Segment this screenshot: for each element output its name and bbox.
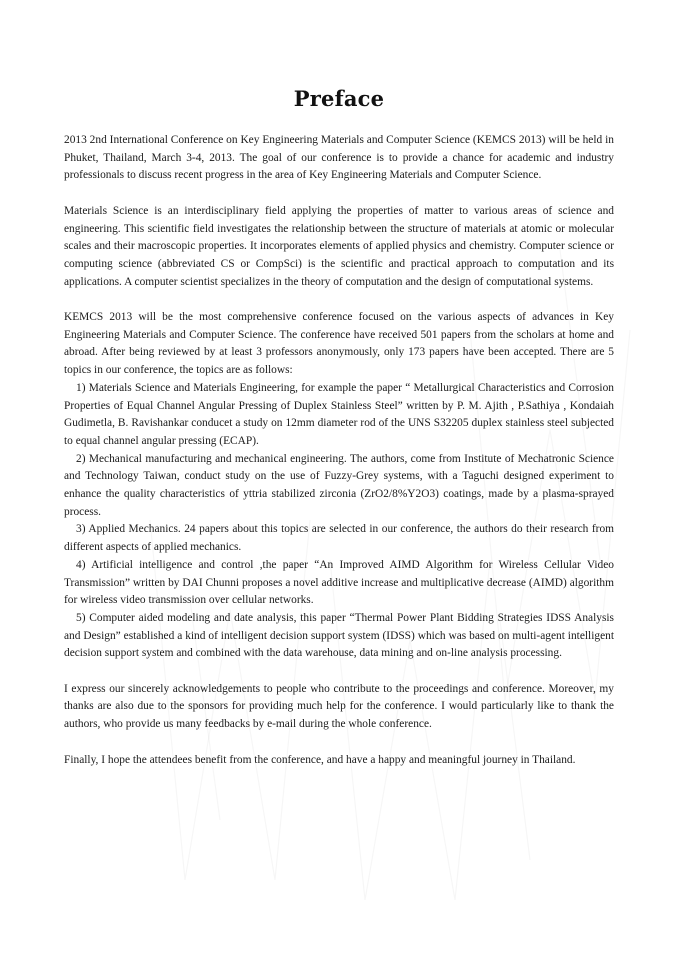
preface-body	[64, 86, 614, 787]
intro-paragraph: 2013 2nd International Conference on Key Engineering Materials and Computer Science (KEMCS 2013) will be held in Phuket, Thailand, March 3-4, 2013. The goal of our conference is to provide a chance for academic and industry professionals to discuss recent progress in the area of Key Engineering Materials and Computer Science.	[64, 134, 614, 182]
materials-science-paragraph: Materials Science is an interdisciplinary field applying the properties of matter to various areas of science and engineering. This scientific field investigates the relationship between the structure of materials at atomic or molecular scales and their macroscopic properties. It incorporates elements of applied physics and chemistry. Computer science or computing science (abbreviated CS or CompSci) is the scientific and practical approach to computation and its applications. A computer scientist specializes in the theory of computation and the design of computational systems.	[64, 204, 614, 288]
topic-item-2: 2) Mechanical manufacturing and mechanical engineering. The authors, come from Institute of Mechatronic Science and Technology Taiwan, conduct study on the use of Fuzzy-Grey systems, with a Taguchi designed experiment to enhance the quality characteristics of yttria stabilized zirconia (ZrO2/8%Y2O3) coatings, made by a plasma-sprayed process.	[64, 452, 614, 518]
closing-paragraph: Finally, I hope the attendees benefit from the conference, and have a happy and meaningful journey in Thailand.	[64, 753, 576, 766]
page-title: Preface	[293, 86, 385, 111]
topic-item-1: 1) Materials Science and Materials Engineering, for example the paper “ Metallurgical Characteristics and Corrosion Properties of Equal Channel Angular Pressing of Duplex Stainless Steel” written by P. M. Ajith , P.Sathiya , Kondaiah Gudimetla, B. Ravishankar conducet a study on 12mm diameter rod of the UNS S32205 duplex stainless steel subjected to equal channel angular pressing (ECAP).	[64, 381, 614, 447]
acknowledgement-paragraph: I express our sincerely acknowledgements to people who contribute to the proceedings and conference. Moreover, my thanks are also due to the sponsors for providing much help for the conference. I would particularly like to thank the authors, who provide us many feedbacks by e-mail during the whole conference.	[64, 682, 614, 731]
topic-item-5: 5) Computer aided modeling and date analysis, this paper “Thermal Power Plant Bidding Strategies IDSS Analysis and Design” established a kind of intelligent decision support system (IDSS) which was based on multi-agent intelligent decision support system and combined with the data warehouse, data mining and on-line analysis processing.	[64, 611, 614, 660]
conference-overview-paragraph: KEMCS 2013 will be the most comprehensive conference focused on the various aspects of advances in Key Engineering Materials and Computer Science. The conference have received 501 papers from the scholars at home and abroad. After being reviewed by at least 3 professors anonymously, only 173 papers have been accepted. There are 5 topics in our conference, the topics are as follows:	[64, 311, 614, 377]
topic-item-3: 3) Applied Mechanics. 24 papers about this topics are selected in our conference, the authors do their research from different aspects of applied mechanics.	[64, 523, 614, 554]
topic-item-4: 4) Artificial intelligence and control ,the paper “An Improved AIMD Algorithm for Wireless Cellular Video Transmission” written by DAI Chunni proposes a novel additive increase and multiplicative decrease (AIMD) algorithm for wireless video transmission over cellular networks.	[64, 558, 614, 607]
